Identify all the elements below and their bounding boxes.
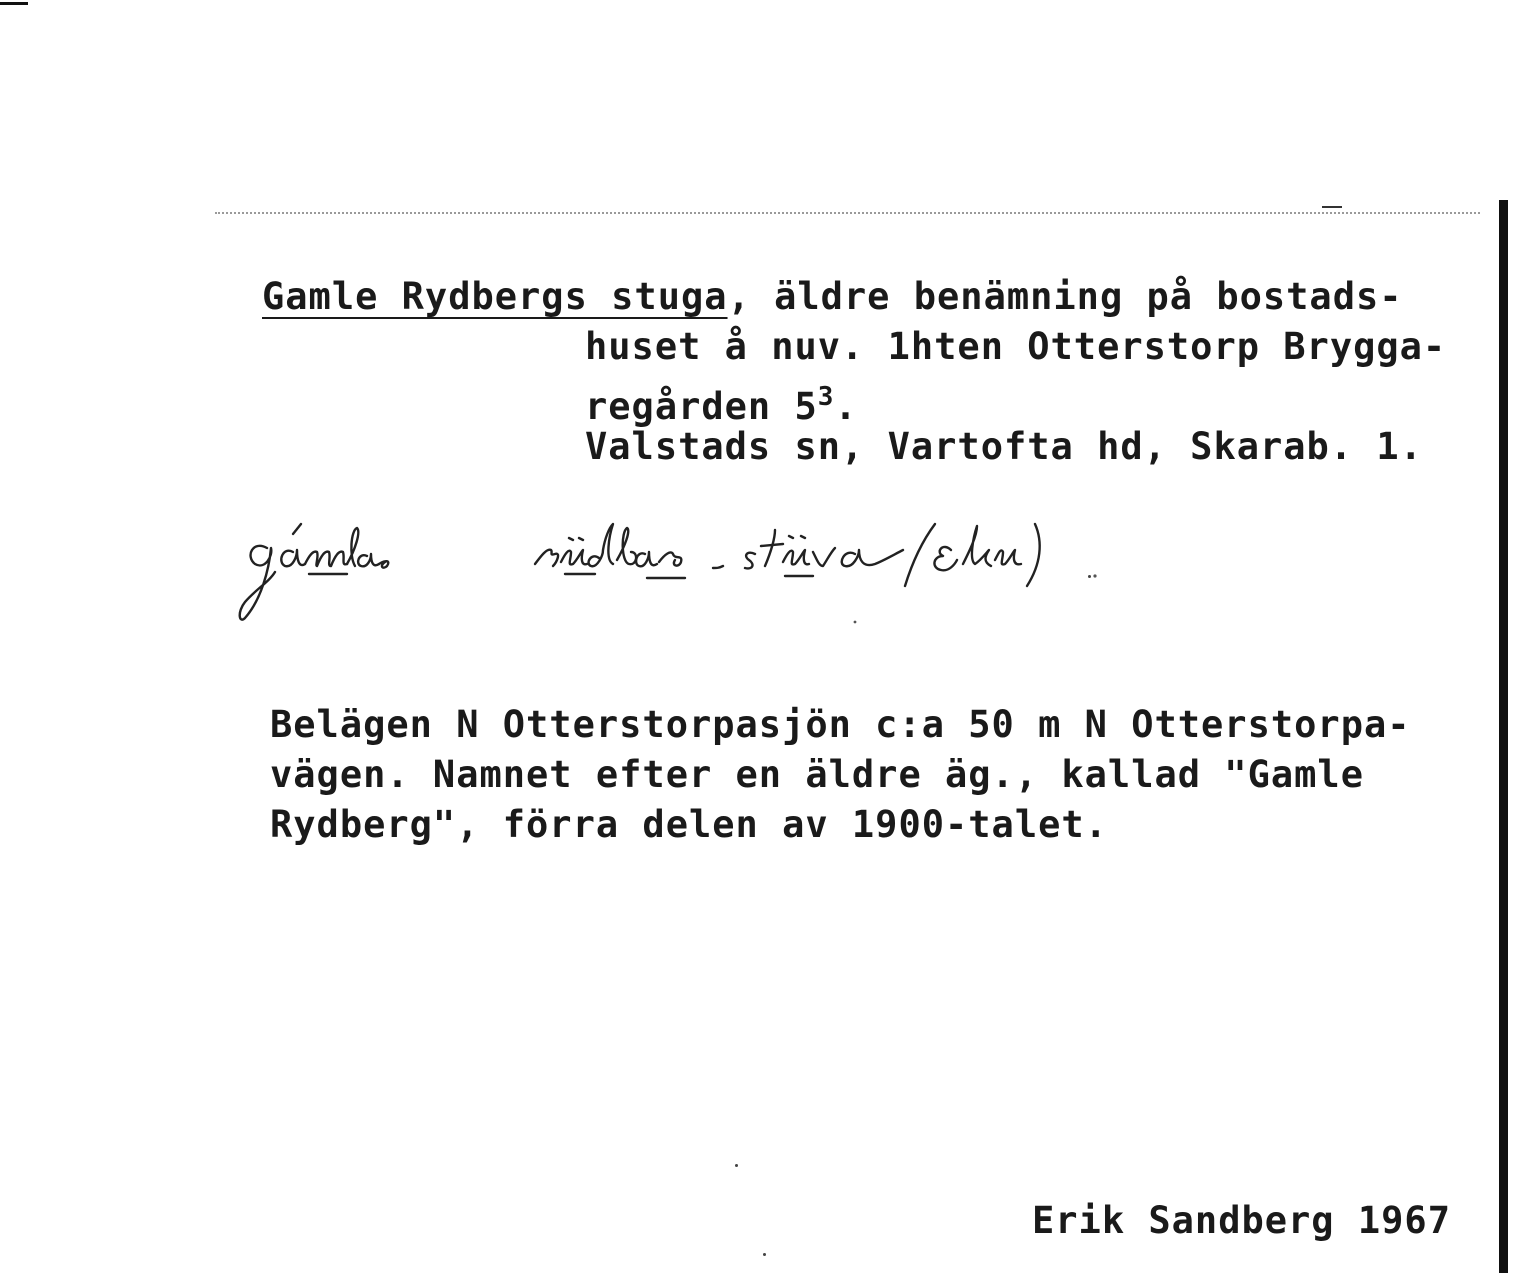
description-line-3: Rydberg", förra delen av 1900-talet. bbox=[270, 803, 1108, 846]
superscript: 3 bbox=[817, 382, 835, 412]
corner-mark bbox=[0, 2, 28, 5]
entry-line-3 bbox=[585, 374, 858, 430]
speck bbox=[735, 1164, 738, 1167]
speck bbox=[763, 1253, 766, 1256]
entry-line-1-rest: , äldre benämning på bostads- bbox=[727, 275, 1403, 318]
top-rule-dash bbox=[1322, 206, 1342, 208]
entry-line-1 bbox=[262, 274, 1403, 320]
handwritten-note bbox=[235, 490, 1275, 630]
entry-line-3-end: . bbox=[834, 385, 858, 428]
description-line-2: vägen. Namnet efter en äldre äg., kallad "Gamle bbox=[270, 753, 1364, 796]
top-dotted-rule bbox=[215, 212, 1480, 214]
headword: Gamle Rydbergs stuga bbox=[262, 275, 728, 318]
entry-location-line: Valstads sn, Vartofta hd, Skarab. 1. bbox=[585, 425, 1423, 468]
description-line-1: Belägen N Otterstorpasjön c:a 50 m N Otterstorpa- bbox=[270, 703, 1411, 746]
speck bbox=[1088, 575, 1091, 578]
card-right-edge bbox=[1499, 200, 1508, 1273]
signature: Erik Sandberg 1967 bbox=[1032, 1199, 1451, 1242]
entry-line-3-main: regården 5 bbox=[585, 385, 818, 428]
entry-line-2: huset å nuv. 1hten Otterstorp Brygga- bbox=[585, 325, 1447, 368]
